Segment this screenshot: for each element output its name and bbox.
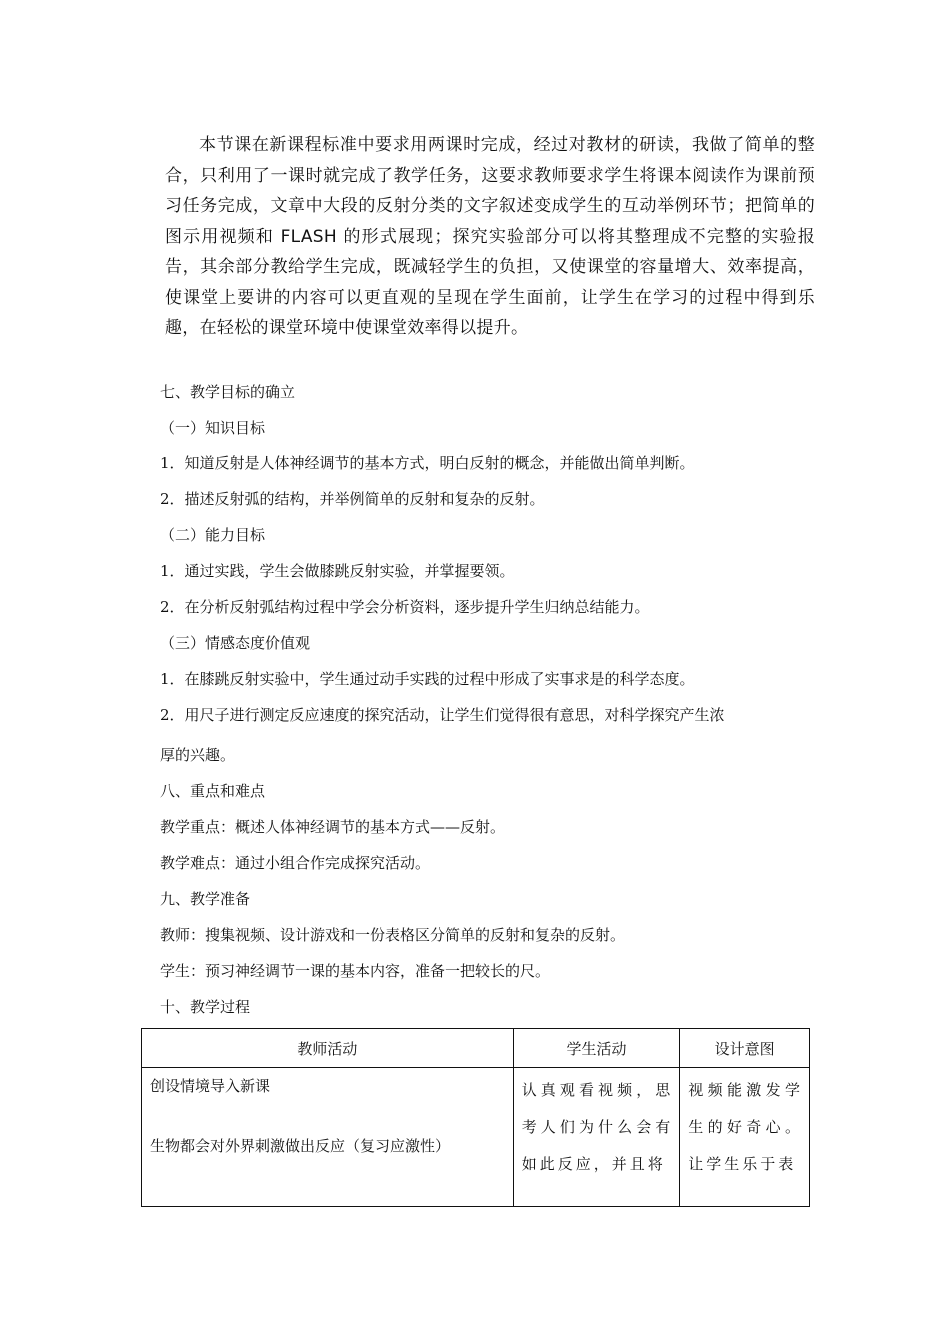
header-student-activity: 学生活动 <box>513 1029 680 1068</box>
teacher-preparation: 教师：搜集视频、设计游戏和一份表格区分简单的反射和复杂的反射。 <box>160 926 626 944</box>
knowledge-item-1: 1．知道反射是人体神经调节的基本方式，明白反射的概念，并能做出简单判断。 <box>160 454 695 472</box>
key-point: 教学重点：概述人体神经调节的基本方式——反射。 <box>160 818 506 836</box>
teacher-activity-line2: 生物都会对外界刺激做出反应（复习应激性） <box>150 1137 451 1155</box>
ability-item-1: 1．通过实践，学生会做膝跳反射实验，并掌握要领。 <box>160 562 515 580</box>
design-intent-cell <box>680 1068 810 1207</box>
emotion-item-2-line1: 2．用尺子进行测定反应速度的探究活动，让学生们觉得很有意思，对科学探究产生浓 <box>160 706 725 724</box>
teacher-activity-cell <box>142 1068 514 1207</box>
section10-title: 十、教学过程 <box>160 998 251 1016</box>
student-preparation: 学生：预习神经调节一课的基本内容，准备一把较长的尺。 <box>160 962 551 980</box>
knowledge-heading: （一）知识目标 <box>160 419 266 437</box>
ability-heading: （二）能力目标 <box>160 526 266 544</box>
section9-title: 九、教学准备 <box>160 890 251 908</box>
header-design-intent: 设计意图 <box>680 1029 810 1068</box>
student-activity-text: 认真观看视频，思考人们为什么会有如此反应，并且将 <box>521 1081 674 1173</box>
student-activity-cell <box>513 1068 680 1207</box>
knowledge-item-2: 2．描述反射弧的结构，并举例简单的反射和复杂的反射。 <box>160 490 545 508</box>
header-teacher-activity: 教师活动 <box>142 1029 514 1068</box>
design-intent-text: 视频能激发学生的好奇心。让学生乐于表 <box>688 1081 803 1173</box>
teacher-activity-line1: 创设情境导入新课 <box>150 1077 271 1095</box>
emotion-heading: （三）情感态度价值观 <box>160 634 311 652</box>
emotion-item-2-line2: 厚的兴趣。 <box>160 746 236 764</box>
table-row <box>142 1068 810 1207</box>
emotion-item-1: 1．在膝跳反射实验中，学生通过动手实践的过程中形成了实事求是的科学态度。 <box>160 670 695 688</box>
difficulty-point: 教学难点：通过小组合作完成探究活动。 <box>160 854 431 872</box>
teaching-process-table <box>141 1028 810 1207</box>
table-header-row <box>142 1029 810 1068</box>
section7-title: 七、教学目标的确立 <box>160 383 296 401</box>
ability-item-2: 2．在分析反射弧结构过程中学会分析资料，逐步提升学生归纳总结能力。 <box>160 598 650 616</box>
section8-title: 八、重点和难点 <box>160 782 266 800</box>
intro-paragraph: 本节课在新课程标准中要求用两课时完成，经过对教材的研读，我做了简单的整合，只利用了一课时就完成了教学任务，这要求教师要求学生将课本阅读作为课前预习任务完成，文章中大段的反射分类的文字叙述变成学生的互动举例环节；把简单的图示用视频和 FLASH 的形式展现；探究实验部分可以将其整理成不完整的实验报告，其余部分教给学生完成，既减轻学生的负担，又使课堂的容量增大、效率提高，使课堂上要讲的内容可以更直观的呈现在学生面前，让学生在学习的过程中得到乐趣，在轻松的课堂环境中使课堂效率得以提升。 <box>165 135 815 338</box>
